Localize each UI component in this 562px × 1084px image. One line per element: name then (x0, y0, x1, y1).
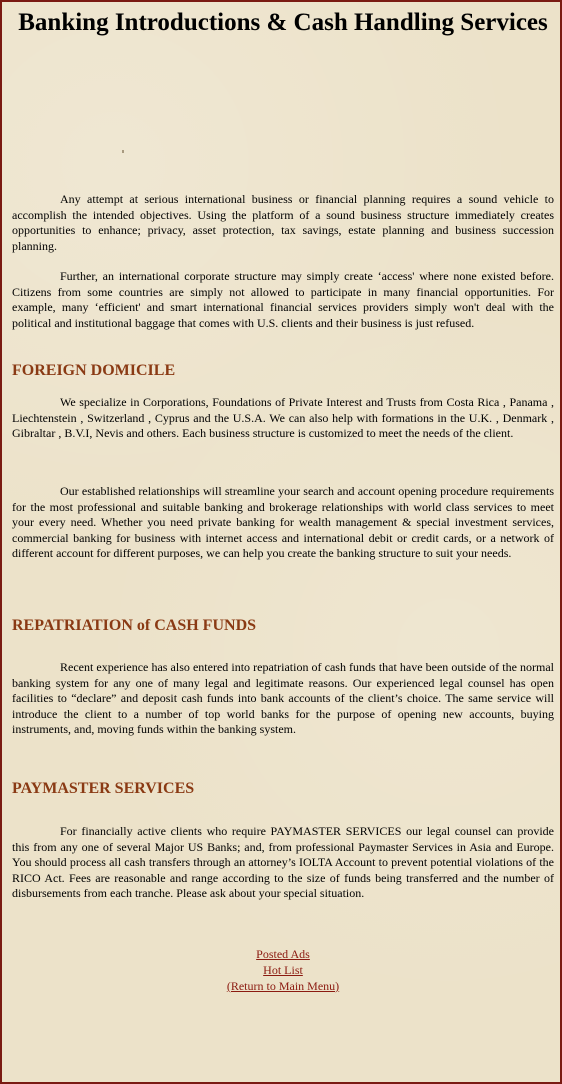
intro-paragraph-2: Further, an international corporate structure may simply create ‘access' where none existed before. Citizens from some countries are simply not allowed to participate in many financial opportunities. For example, many ‘efficient' and smart international financial services providers simply won't deal with the political and institutional baggage that comes with U.S. clients and their business is just refused. (12, 269, 554, 330)
paymaster-paragraph: For financially active clients who require PAYMASTER SERVICES our legal counsel can provide this from any one of several Major US Banks; and, from professional Paymaster Services in Asia and Europe. You should process all cash transfers through an attorney’s IOLTA Account to prevent potential violations of the RICO Act. Fees are reasonable and range according to the size of funds being transferred and the number of disbursements from each tranche. Please ask about your special situation. (12, 824, 554, 900)
decorative-speck (122, 150, 124, 153)
intro-paragraph-1: Any attempt at serious international business or financial planning requires a sound vehicle to accomplish the intended objectives. Using the platform of a sound business structure immediately creates opportunities to enhance; privacy, asset protection, tax savings, estate planning and business succession planning. (12, 192, 554, 253)
repatriation-heading: REPATRIATION of CASH FUNDS (12, 617, 257, 634)
footer-links (12, 946, 554, 994)
posted-ads-link[interactable]: Posted Ads (256, 947, 310, 961)
repatriation-paragraph: Recent experience has also entered into repatriation of cash funds that have been outside of the normal banking system for any one of many legal and legitimate reasons. Our experienced legal counsel has open facilities to “declare” and deposit cash funds into bank accounts of the client’s choice. The same service will introduce the client to a number of top world banks for the purpose of opening new accounts, buying instruments, and, moving funds within the banking system. (12, 660, 554, 736)
foreign-domicile-heading: FOREIGN DOMICILE (12, 362, 176, 379)
hot-list-link[interactable]: Hot List (263, 963, 303, 977)
main-menu-link[interactable]: (Return to Main Menu) (226, 979, 340, 993)
page-title: Banking Introductions & Cash Handling Services (18, 9, 548, 36)
paymaster-heading: PAYMASTER SERVICES (12, 780, 195, 797)
foreign-domicile-paragraph-2: Our established relationships will streamline your search and account opening procedure requirements for the most professional and suitable banking and brokerage relationships with world class services to meet your every need. Whether you need private banking for wealth management & special investment services, commercial banking for business with internet access and international debit or credit cards, or a network of different account for different purposes, we can help you create the banking structure to suit your needs. (12, 484, 554, 560)
foreign-domicile-paragraph-1: We specialize in Corporations, Foundations of Private Interest and Trusts from Costa Rica , Panama , Liechtenstein , Switzerland , Cyprus and the U.S.A. We can also help with formations in the U.K. , Denmark , Gibraltar , B.V.I, Nevis and others. Each business structure is customized to meet the needs of the client. (12, 395, 554, 440)
